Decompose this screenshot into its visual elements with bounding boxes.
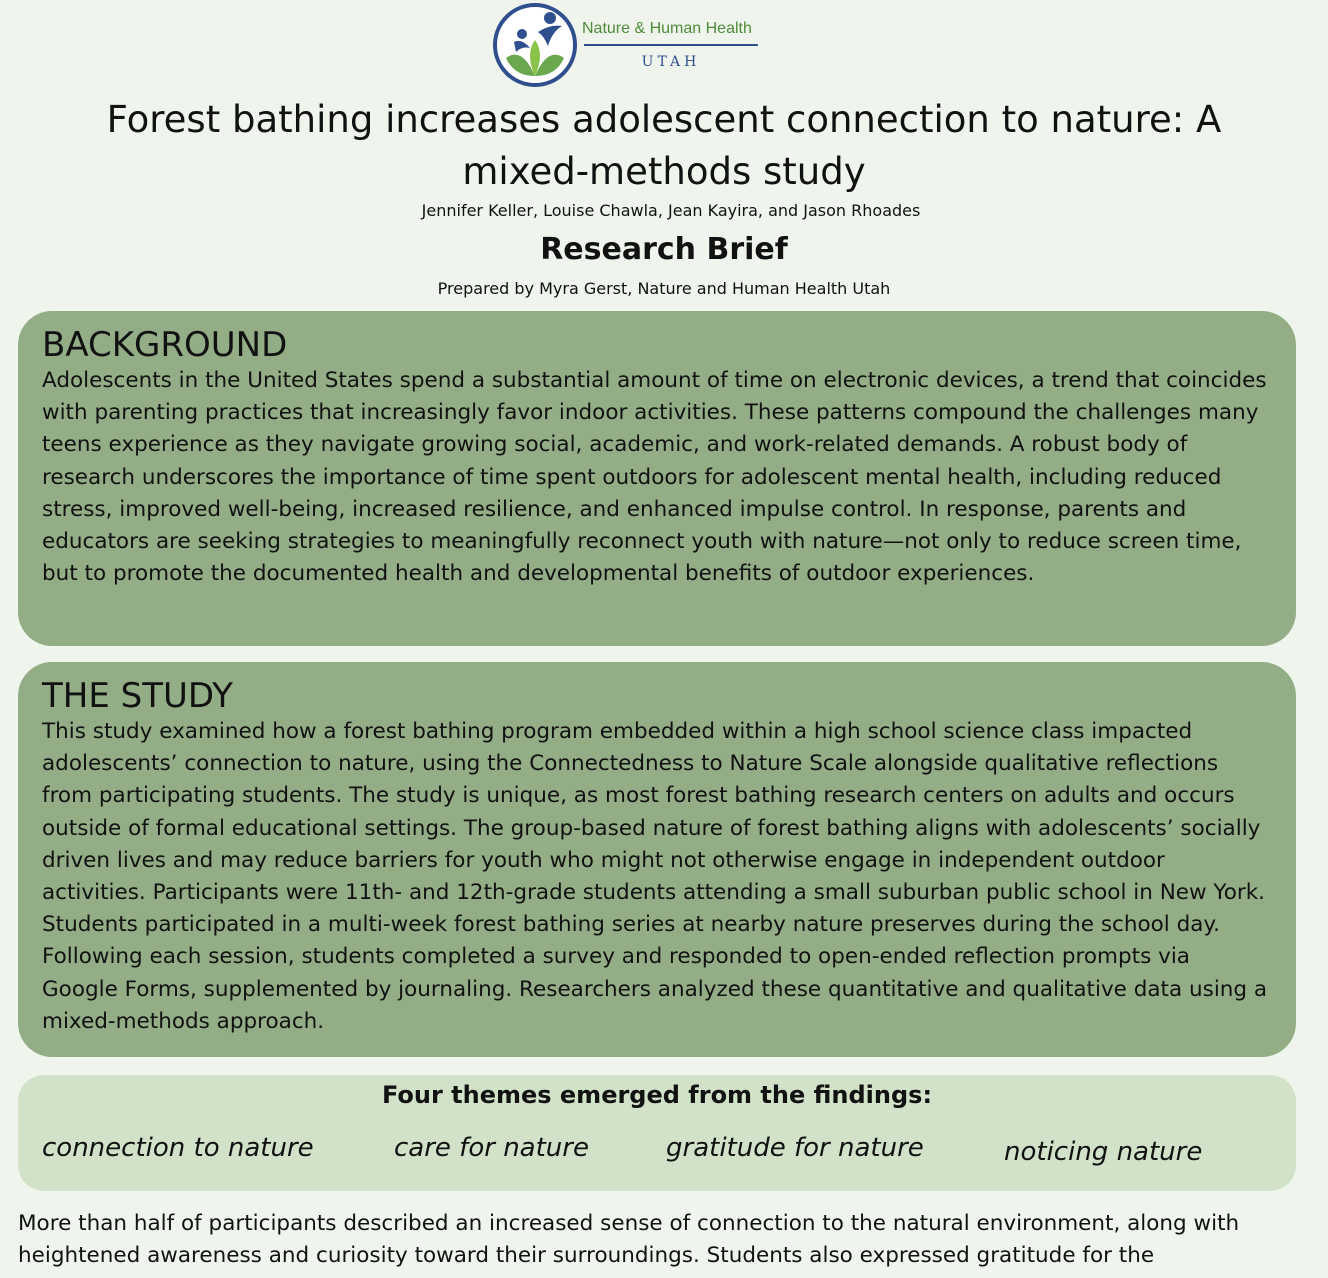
logo-divider: [584, 44, 758, 46]
logo-sub: UTAH: [641, 54, 701, 70]
background-panel: [18, 311, 1296, 646]
background-text: Adolescents in the United States spend a substantial amount of time on electronic devices, a trend that coincides with parenting practices that increasingly favor indoor activities. These patterns compound the challenges many teens experience as they navigate growing social, academic, and work-related demands. A robust body of research underscores the importance of time spent outdoors for adolescent mental health, including reduced stress, improved well-being, increased resilience, and enhanced impulse control. In response, parents and educators are seeking strategies to meaningfully reconnect youth with nature—not only to reduce screen time, but to promote the documented health and developmental benefits of outdoor experiences.: [42, 368, 1267, 587]
background-heading: BACKGROUND: [42, 325, 288, 365]
logo-name: Nature & Human Health: [582, 20, 752, 37]
findings-text: More than half of participants described an increased sense of connection to the natural environment, along with heightened awareness and curiosity toward their surroundings. Students also expressed gratitude for the: [18, 1211, 1240, 1269]
authors: Jennifer Keller, Louise Chawla, Jean Kayira, and Jason Rhoades: [421, 201, 921, 220]
prepared-by: Prepared by Myra Gerst, Nature and Human Health Utah: [437, 279, 891, 298]
logo: [492, 2, 792, 90]
brief-label: Research Brief: [540, 232, 788, 267]
theme-item: care for nature: [394, 1133, 589, 1163]
study-text: This study examined how a forest bathing program embedded within a high school science class impacted adolescents’ connection to nature, using the Connectedness to Nature Scale alongside qualitative reflections from participating students. The study is unique, as most forest bathing research centers on adults and occurs outside of formal educational settings. The group-based nature of forest bathing aligns with adolescents’ socially driven lives and may reduce barriers for youth who might not otherwise engage in independent outdoor activities. Participants were 11th- and 12th-grade students attending a small suburban public school in New York. Students participated in a multi-week forest bathing series at nearby nature preserves during the school day. Following each session, students completed a survey and responded to open-ended reflection prompts via Google Forms, supplemented by journaling. Researchers analyzed these quantitative and qualitative data using a mixed-methods approach.: [42, 719, 1268, 1034]
themes-heading: Four themes emerged from the findings:: [381, 1081, 933, 1109]
page-title: Forest bathing increases adolescent connection to nature: A mixed-methods study: [106, 98, 1222, 193]
theme-item: gratitude for nature: [666, 1133, 924, 1163]
themes-panel: [18, 1075, 1296, 1191]
study-panel: [18, 662, 1296, 1057]
theme-item: noticing nature: [1004, 1137, 1203, 1167]
study-heading: THE STUDY: [42, 676, 233, 716]
theme-item: connection to nature: [42, 1133, 314, 1163]
leaf-people-icon: [492, 2, 580, 90]
